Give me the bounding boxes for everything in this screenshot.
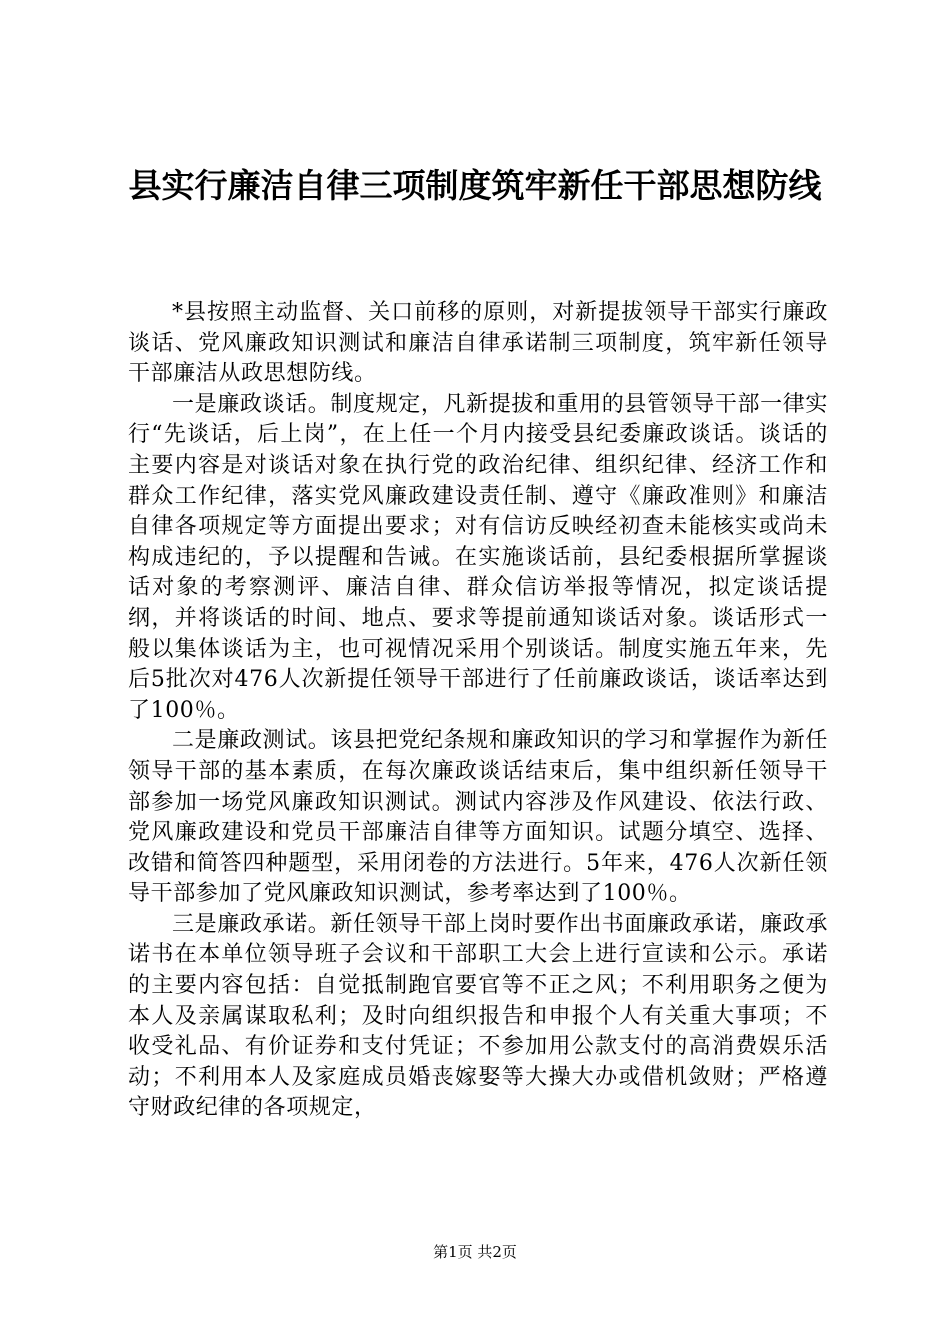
document-body [128,298,828,1124]
page-number-footer: 第1页 共2页 [433,1243,517,1261]
paragraph-intro: *县按照主动监督、关口前移的原则，对新提拔领导干部实行廉政谈话、党风廉政知识测试和廉洁自律承诺制三项制度，筑牢新任领导干部廉洁从政思想防线。 [128,300,828,387]
document-title: 县实行廉洁自律三项制度筑牢新任干部思想防线 [128,166,822,205]
paragraph-pledge: 三是廉政承诺。新任领导干部上岗时要作出书面廉政承诺，廉政承诺书在本单位领导班子会议和干部职工大会上进行宣读和公示。承诺的主要内容包括：自觉抵制跑官要官等不正之风；不利用职务之便为本人及亲属谋取私利；及时向组织报告和申报个人有关重大事项；不收受礼品、有价证券和支付凭证；不参加用公款支付的高消费娱乐活动；不利用本人及家庭成员婚丧嫁娶等大操大办或借机敛财；严格遵守财政纪律的各项规定， [128,911,828,1121]
paragraph-talk: 一是廉政谈话。制度规定，凡新提拔和重用的县管领导干部一律实行“先谈话，后上岗”，在上任一个月内接受县纪委廉政谈话。谈话的主要内容是对谈话对象在执行党的政治纪律、组织纪律、经济工作和群众工作纪律，落实党风廉政建设责任制、遵守《廉政准则》和廉洁自律各项规定等方面提出要求；对有信访反映经初查未能核实或尚未构成违纪的，予以提醒和告诫。在实施谈话前，县纪委根据所掌握谈话对象的考察测评、廉洁自律、群众信访举报等情况，拟定谈话提纲，并将谈话的时间、地点、要求等提前通知谈话对象。谈话形式一般以集体谈话为主，也可视情况采用个别谈话。制度实施五年来，先后5批次对476人次新提任领导干部进行了任前廉政谈话，谈话率达到了100％。 [128,391,828,723]
paragraph-test: 二是廉政测试。该县把党纪条规和廉政知识的学习和掌握作为新任领导干部的基本素质，在每次廉政谈话结束后，集中组织新任领导干部参加一场党风廉政知识测试。测试内容涉及作风建设、依法行政、党风廉政建设和党员干部廉洁自律等方面知识。试题分填空、选择、改错和简答四种题型，采用闭卷的方法进行。5年来，476人次新任领导干部参加了党风廉政知识测试，参考率达到了100％。 [128,728,828,907]
